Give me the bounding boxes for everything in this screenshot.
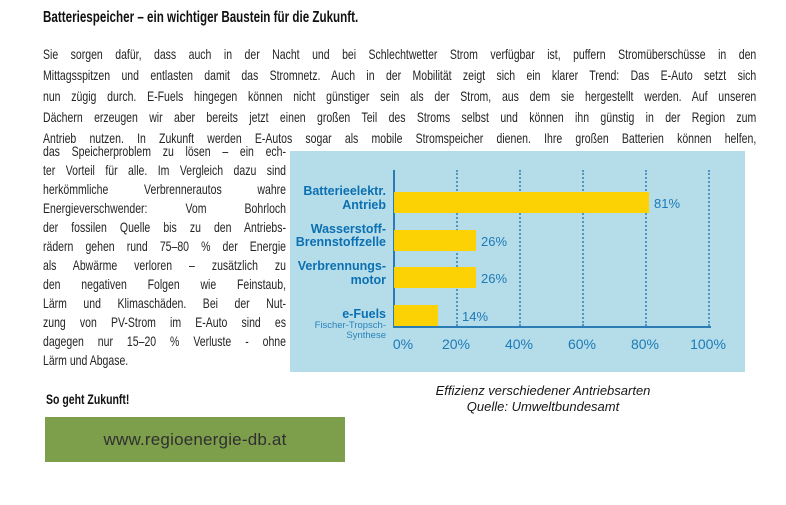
x-axis-tick-label: 60% xyxy=(567,336,597,352)
intro-paragraph xyxy=(43,44,756,149)
text-line: Lärm und Klimaschäden. Bei der Nut- xyxy=(43,295,286,311)
text-line: der fossilen Quelle bis zu den Antriebs- xyxy=(43,219,286,235)
text-line: ter Vorteil für alle. Im Vergleich dazu sind xyxy=(43,162,286,178)
text-line: herkömmliche Verbrennerautos wahre xyxy=(43,181,286,197)
page-title: Batteriespeicher – ein wichtiger Baustein für die Zukunft. xyxy=(43,9,359,26)
text-line: das Speicherproblem zu lösen – ein ech- xyxy=(43,143,286,159)
text-line: Energieverschwender: Vom Bohrloch xyxy=(43,200,286,216)
text-line: zung von PV-Strom im E-Auto sind es xyxy=(43,314,286,330)
efficiency-bar-chart xyxy=(290,151,745,372)
text-line: als Abwärme verloren – zusätzlich zu xyxy=(43,257,286,273)
x-axis-tick-label: 100% xyxy=(690,336,726,352)
bar xyxy=(394,230,476,251)
chart-caption xyxy=(393,383,693,415)
chart-caption-title: Effizienz verschiedener Antriebsarten xyxy=(435,383,651,398)
website-url: www.regioenergie-db.at xyxy=(103,429,287,449)
text-line: Lärm und Abgase. xyxy=(43,352,129,368)
text-line: Dächern erzeugen wir aber bereits jetzt einen großen Teil des Stroms selbst und können ihn günstig in der Region zum xyxy=(43,109,757,125)
category-label: e-Fuels Fischer-Tropsch- Synthese xyxy=(314,306,386,341)
x-axis-tick-label: 80% xyxy=(630,336,660,352)
chart-caption-source: Quelle: Umweltbundesamt xyxy=(466,399,620,414)
text-line: Antrieb nutzen. In Zukunft werden E-Autos sogar als mobile Stromspeicher dienen. Ihre großen Batterien können helfen, xyxy=(43,130,757,146)
cta-heading: So geht Zukunft! xyxy=(46,391,130,407)
text-line: nun zügig durch. E-Fuels hingegen können nicht günstiger sein als der Strom, aus dem sie hergestellt werden. Auf unseren xyxy=(43,88,757,104)
website-banner xyxy=(45,417,345,462)
bar xyxy=(394,192,649,213)
gridline xyxy=(708,170,710,326)
bar-value-label: 26% xyxy=(481,271,508,286)
x-axis-tick-label: 0% xyxy=(392,336,414,352)
category-label: Wasserstoff- Brennstoffzelle xyxy=(295,221,386,249)
text-line: Sie sorgen dafür, dass auch in der Nacht und bei Schlechtwetter Strom verfügbar ist, puffern Stromüberschüsse in den xyxy=(43,46,757,62)
text-line: den negativen Folgen wie Feinstaub, xyxy=(43,276,286,292)
wrap-paragraph xyxy=(43,142,286,370)
bar-value-label: 26% xyxy=(481,233,508,249)
x-axis-tick-label: 40% xyxy=(504,336,534,352)
bar xyxy=(394,305,438,326)
x-axis-tick-label: 20% xyxy=(441,336,471,352)
bar xyxy=(394,267,476,288)
text-line: Mittagsspitzen und entlasten damit das Stromnetz. Auch in der Mobilität zeigt sich ein klarer Trend: Das E-Auto setzt sich xyxy=(43,67,757,83)
text-line: rädern gehen rund 75–80 % der Energie xyxy=(43,238,286,254)
bar-value-label: 81% xyxy=(654,196,681,211)
text-line: dagegen nur 15–20 % Verluste - ohne xyxy=(43,333,286,349)
bar-value-label: 14% xyxy=(462,308,489,324)
x-axis-line xyxy=(393,326,711,328)
category-label: Verbrennungs- motor xyxy=(297,259,386,287)
category-label: Batterieelektr. Antrieb xyxy=(303,184,386,212)
